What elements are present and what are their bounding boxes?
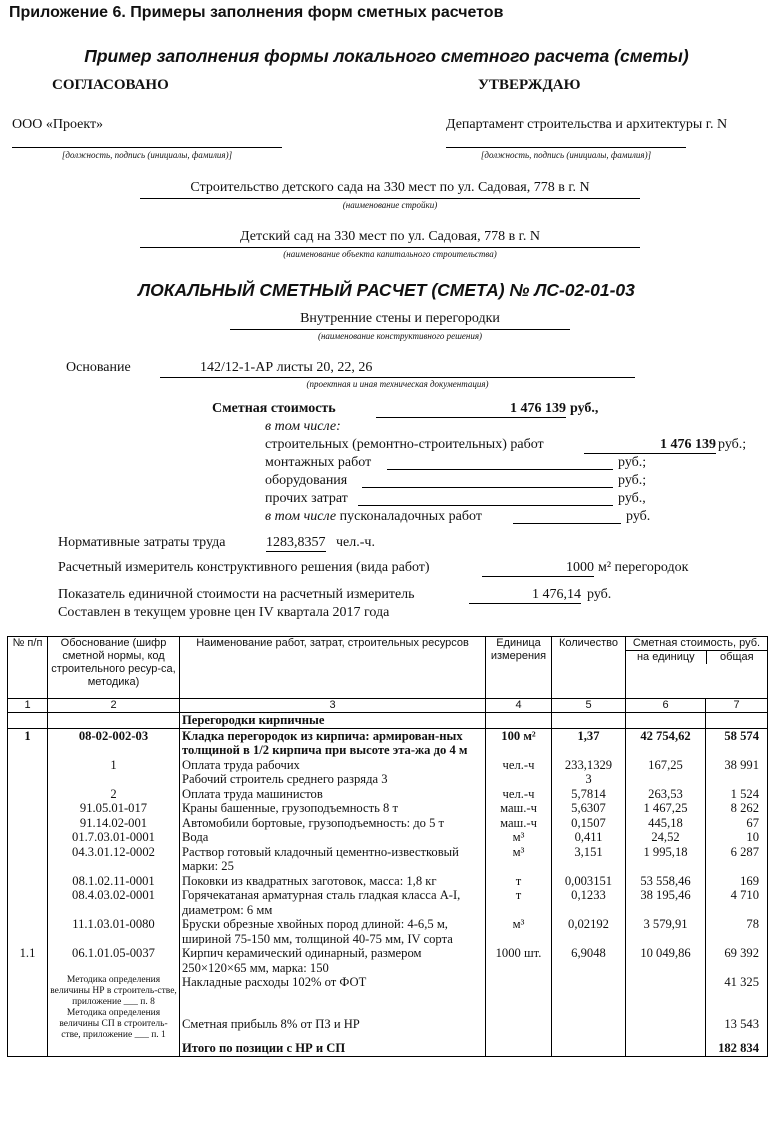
- commissioning-incl: в том числе: [265, 509, 337, 524]
- row-name: Автомобили бортовые, грузоподъемность: до 5 т: [180, 816, 486, 831]
- commissioning-row: [265, 509, 482, 525]
- approval-right-org: Департамент строительства и архитектуры г. N: [446, 117, 728, 132]
- row-unit: м³: [486, 830, 552, 845]
- row-qty: 6,9048: [552, 946, 626, 975]
- row-qty: 5,7814: [552, 787, 626, 802]
- mounting-label: монтажных работ: [265, 455, 372, 470]
- cost-label: Сметная стоимость: [212, 401, 336, 416]
- position-total-value: 182 834: [706, 1041, 768, 1056]
- position-total-label: Итого по позиции с НР и СП: [180, 1041, 486, 1056]
- row-unit: т: [486, 874, 552, 889]
- labor-label: Нормативные затраты труда: [58, 535, 226, 550]
- construction-underline: [140, 198, 640, 199]
- basis-value: 142/12-1-АР листы 20, 22, 26: [200, 360, 373, 375]
- header-cost-group: [626, 637, 768, 699]
- row-price: 53 558,46: [626, 874, 706, 889]
- row-no: [8, 917, 48, 946]
- row-name: Рабочий строитель среднего разряда 3: [180, 772, 486, 787]
- row-price: 167,25: [626, 758, 706, 773]
- row-name: Поковки из квадратных заготовок, масса: 1,8 кг: [180, 874, 486, 889]
- cost-incl: в том числе:: [265, 419, 341, 434]
- signature-hint-right: [должность, подпись (инициалы, фамилия)]: [480, 150, 652, 160]
- object-underline: [140, 247, 640, 248]
- row-total: 69 392: [706, 946, 768, 975]
- row-qty: 3: [552, 772, 626, 787]
- row-price: 10 049,86: [626, 946, 706, 975]
- row-no: [8, 816, 48, 831]
- equipment-line: [362, 487, 613, 488]
- row-no: [8, 758, 48, 773]
- row-total: 38 991: [706, 758, 768, 773]
- header-per-unit: на единицу: [626, 651, 707, 664]
- mounting-unit: руб.;: [618, 455, 647, 470]
- row-no: [8, 801, 48, 816]
- header-no: № п/п: [8, 637, 48, 699]
- row-qty: 3,151: [552, 845, 626, 874]
- basis-underline: [160, 377, 635, 378]
- row-basis: 08.4.03.02-0001: [48, 888, 180, 917]
- row-total: 169: [706, 874, 768, 889]
- row-no: 1: [8, 728, 48, 758]
- header-name: Наименование работ, затрат, строительных ресурсов: [180, 637, 486, 699]
- row-unit: маш.-ч: [486, 801, 552, 816]
- row-basis: [48, 772, 180, 787]
- row-basis: 04.3.01.12-0002: [48, 845, 180, 874]
- row-unit: м³: [486, 845, 552, 874]
- table-row: [8, 772, 768, 787]
- cost-unit: руб.,: [570, 401, 599, 416]
- row-name: Кладка перегородок из кирпича: армирован-ных толщиной в 1/2 кирпича при высоте эта-жа до 4 м: [180, 728, 486, 758]
- overhead-name: Накладные расходы 102% от ФОТ: [180, 975, 486, 1008]
- row-name: Раствор готовый кладочный цементно-известковый марки: 25: [180, 845, 486, 874]
- commissioning-unit: руб.: [626, 509, 651, 524]
- profit-total: 13 543: [706, 1008, 768, 1041]
- row-qty: 1,37: [552, 728, 626, 758]
- row-qty: 5,6307: [552, 801, 626, 816]
- construction-works-label: строительных (ремонтно-строительных) работ: [265, 437, 544, 452]
- row-price: 24,52: [626, 830, 706, 845]
- table-row: [8, 874, 768, 889]
- row-total: 8 262: [706, 801, 768, 816]
- colnum-5: 5: [552, 699, 626, 713]
- overhead-basis: Методика определения величины НР в строитель-стве, приложение ___ п. 8: [48, 975, 180, 1008]
- row-price: [626, 772, 706, 787]
- row-name: Вода: [180, 830, 486, 845]
- signature-line-right: [446, 147, 686, 148]
- section-title: Перегородки кирпичные: [180, 713, 486, 729]
- basis-hint: (проектная и иная техническая документация): [306, 379, 489, 389]
- construction-works-unit: руб.;: [718, 437, 747, 452]
- table-row: [8, 888, 768, 917]
- row-qty: 0,003151: [552, 874, 626, 889]
- row-no: [8, 845, 48, 874]
- mounting-line: [387, 469, 613, 470]
- work-hint: (наименование конструктивного решения): [317, 331, 483, 341]
- basis-label: Основание: [66, 360, 131, 375]
- row-no: [8, 772, 48, 787]
- signature-line-left: [12, 147, 282, 148]
- row-unit: чел.-ч: [486, 787, 552, 802]
- header-cost-sub: [626, 651, 767, 664]
- row-total: 67: [706, 816, 768, 831]
- row-total: 10: [706, 830, 768, 845]
- header-unit: Единица измерения: [486, 637, 552, 699]
- row-unit: 1000 шт.: [486, 946, 552, 975]
- row-no: [8, 874, 48, 889]
- row-price: 38 195,46: [626, 888, 706, 917]
- equipment-unit: руб.;: [618, 473, 647, 488]
- construction-name: Строительство детского сада на 330 мест по ул. Садовая, 778 в г. N: [190, 180, 590, 195]
- row-basis: 2: [48, 787, 180, 802]
- table-row: [8, 830, 768, 845]
- row-qty: 0,1507: [552, 816, 626, 831]
- row-price: 1 467,25: [626, 801, 706, 816]
- table-row: [8, 845, 768, 874]
- equipment-label: оборудования: [265, 473, 348, 488]
- colnum-3: 3: [180, 699, 486, 713]
- other-line: [358, 505, 613, 506]
- labor-unit: чел.-ч.: [336, 535, 375, 550]
- colnum-4: 4: [486, 699, 552, 713]
- colnum-1: 1: [8, 699, 48, 713]
- work-name: Внутренние стены и перегородки: [300, 311, 500, 326]
- row-qty: 0,411: [552, 830, 626, 845]
- signature-hint-left: [должность, подпись (инициалы, фамилия)]: [61, 150, 233, 160]
- header-qty: Количество: [552, 637, 626, 699]
- row-unit: маш.-ч: [486, 816, 552, 831]
- row-total: 78: [706, 917, 768, 946]
- row-name: Оплата труда рабочих: [180, 758, 486, 773]
- profit-basis: Методика определения величины СП в строитель-стве, приложение ___ п. 1: [48, 1008, 180, 1041]
- row-basis: 08-02-002-03: [48, 728, 180, 758]
- row-no: [8, 888, 48, 917]
- header-cost: Сметная стоимость, руб.: [626, 637, 767, 651]
- approval-left-org: ООО «Проект»: [12, 117, 104, 132]
- indicator-label: Показатель единичной стоимости на расчетный измеритель: [58, 587, 415, 602]
- row-no: [8, 787, 48, 802]
- meter-value: 1000: [482, 560, 594, 577]
- object-name: Детский сад на 330 мест по ул. Садовая, 778 в г. N: [240, 229, 540, 244]
- row-unit: чел.-ч: [486, 758, 552, 773]
- row-basis: 1: [48, 758, 180, 773]
- other-label: прочих затрат: [265, 491, 348, 506]
- row-unit: т: [486, 888, 552, 917]
- row-no: 1.1: [8, 946, 48, 975]
- row-price: 445,18: [626, 816, 706, 831]
- row-total: 6 287: [706, 845, 768, 874]
- prices-level: Составлен в текущем уровне цен IV квартала 2017 года: [58, 605, 390, 620]
- row-name: Краны башенные, грузоподъемность 8 т: [180, 801, 486, 816]
- commissioning-label: пусконаладочных работ: [339, 509, 482, 524]
- row-price: 42 754,62: [626, 728, 706, 758]
- row-qty: 233,1329: [552, 758, 626, 773]
- other-unit: руб.,: [618, 491, 646, 506]
- row-basis: 91.05.01-017: [48, 801, 180, 816]
- row-unit: 100 м²: [486, 728, 552, 758]
- table-row: [8, 728, 768, 758]
- header-total: общая: [720, 651, 754, 663]
- colnum-6: 6: [626, 699, 706, 713]
- row-qty: 0,02192: [552, 917, 626, 946]
- row-name: Кирпич керамический одинарный, размером 250×120×65 мм, марка: 150: [180, 946, 486, 975]
- table-row: [8, 946, 768, 975]
- row-price: 3 579,91: [626, 917, 706, 946]
- construction-works-value: 1 476 139: [584, 437, 716, 454]
- row-name: Оплата труда машинистов: [180, 787, 486, 802]
- row-basis: 06.1.01.05-0037: [48, 946, 180, 975]
- row-total: [706, 772, 768, 787]
- table-row: [8, 917, 768, 946]
- row-total: 58 574: [706, 728, 768, 758]
- row-unit: м³: [486, 917, 552, 946]
- row-total: 4 710: [706, 888, 768, 917]
- indicator-value: 1 476,14: [469, 587, 581, 604]
- commissioning-line: [513, 523, 621, 524]
- row-price: 263,53: [626, 787, 706, 802]
- form-title: Пример заполнения формы локального сметного расчета (сметы): [84, 46, 689, 66]
- work-underline: [230, 329, 570, 330]
- labor-value: 1283,8357: [266, 535, 326, 550]
- meter-unit: м² перегородок: [598, 560, 689, 575]
- meter-label: Расчетный измеритель конструктивного решения (вида работ): [58, 560, 430, 575]
- row-name: Горячекатаная арматурная сталь гладкая класса А-I, диаметром: 6 мм: [180, 888, 486, 917]
- row-basis: 11.1.03.01-0080: [48, 917, 180, 946]
- row-basis: 91.14.02-001: [48, 816, 180, 831]
- header-basis: Обоснование (шифр сметной нормы, код строительного ресур-са, методика): [48, 637, 180, 699]
- colnum-2: 2: [48, 699, 180, 713]
- row-qty: 0,1233: [552, 888, 626, 917]
- overhead-total: 41 325: [706, 975, 768, 1008]
- construction-hint: (наименование стройки): [342, 200, 438, 210]
- row-total: 1 524: [706, 787, 768, 802]
- cost-value: 1 476 139: [376, 401, 566, 418]
- object-hint: (наименование объекта капитального строительства): [283, 249, 497, 259]
- indicator-unit: руб.: [587, 587, 612, 602]
- approval-right-heading: УТВЕРЖДАЮ: [478, 77, 581, 93]
- table-row: [8, 816, 768, 831]
- row-basis: 01.7.03.01-0001: [48, 830, 180, 845]
- colnum-7: 7: [706, 699, 768, 713]
- approval-left-heading: СОГЛАСОВАНО: [52, 77, 169, 93]
- estimate-table: [7, 636, 768, 1057]
- row-basis: 08.1.02.11-0001: [48, 874, 180, 889]
- estimate-title: ЛОКАЛЬНЫЙ СМЕТНЫЙ РАСЧЕТ (СМЕТА) № ЛС-02-01-03: [138, 280, 635, 300]
- row-price: 1 995,18: [626, 845, 706, 874]
- row-name: Бруски обрезные хвойных пород длиной: 4-6,5 м, шириной 75-150 мм, толщиной 40-75 мм, IV сорта: [180, 917, 486, 946]
- appendix-title: Приложение 6. Примеры заполнения форм сметных расчетов: [9, 4, 504, 21]
- profit-name: Сметная прибыль 8% от ПЗ и НР: [180, 1008, 486, 1041]
- row-no: [8, 830, 48, 845]
- table-row: [8, 758, 768, 773]
- table-row: [8, 787, 768, 802]
- row-unit: [486, 772, 552, 787]
- table-row: [8, 801, 768, 816]
